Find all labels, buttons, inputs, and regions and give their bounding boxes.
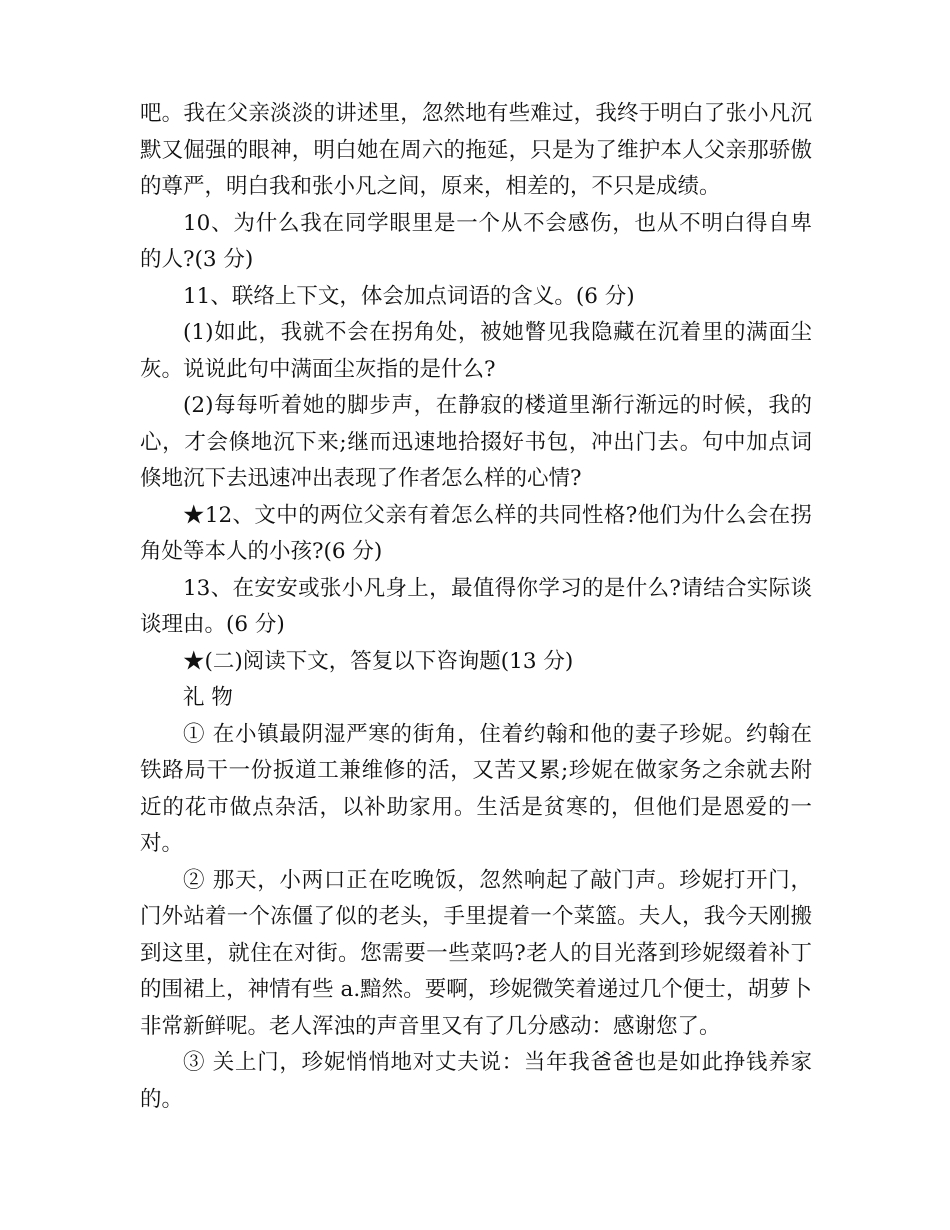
story-paragraph-3: ③ 关上门，珍妮悄悄地对丈夫说：当年我爸爸也是如此挣钱养家的。: [140, 1050, 812, 1112]
section-heading: ★(二)阅读下文，答复以下咨询题(13 分): [183, 648, 574, 674]
question-11-part-1: (1)如此，我就不会在拐角处，被她瞥见我隐藏在沉着里的满面尘灰。说说此句中满面尘灰指的是什么?: [140, 320, 812, 382]
document-page: [140, 96, 812, 1118]
question-11-part-2: (2)每每听着她的脚步声，在静寂的楼道里渐行渐远的时候，我的心，才会倏地沉下来;继而迅速地拾掇好书包，冲出门去。句中加点词倏地沉下去迅速冲出表现了作者怎么样的心情?: [140, 393, 812, 491]
paragraph-continuation: 吧。我在父亲淡淡的讲述里，忽然地有些难过，我终于明白了张小凡沉默又倔强的眼神，明白她在周六的拖延，只是为了维护本人父亲那骄傲的尊严，明白我和张小凡之间，原来，相差的，不只是成绩。: [140, 101, 812, 199]
question-10: 10、为什么我在同学眼里是一个从不会感伤，也从不明白得自卑的人?(3 分): [140, 210, 812, 272]
story-paragraph-1: ① 在小镇最阴湿严寒的街角，住着约翰和他的妻子珍妮。约翰在铁路局干一份扳道工兼维修的活，又苦又累;珍妮在做家务之余就去附近的花市做点杂活，以补助家用。生活是贫寒的，但他们是恩爱的一对。: [140, 721, 812, 856]
story-title: 礼 物: [183, 685, 233, 710]
question-12: ★12、文中的两位父亲有着怎么样的共同性格?他们为什么会在拐角处等本人的小孩?(6 分): [140, 502, 812, 564]
story-paragraph-2: ② 那天，小两口正在吃晚饭，忽然响起了敲门声。珍妮打开门，门外站着一个冻僵了似的老头，手里提着一个菜篮。夫人，我今天刚搬到这里，就住在对街。您需要一些菜吗?老人的目光落到珍妮缀着补丁的围裙上，神情有些 a.黯然。要啊，珍妮微笑着递过几个便士，胡萝卜非常新鲜呢。老人浑浊的声音里又有了几分感动：感谢您了。: [140, 867, 812, 1039]
question-13: 13、在安安或张小凡身上，最值得你学习的是什么?请结合实际谈谈理由。(6 分): [140, 575, 812, 637]
question-11: 11、联络上下文，体会加点词语的含义。(6 分): [183, 283, 635, 309]
